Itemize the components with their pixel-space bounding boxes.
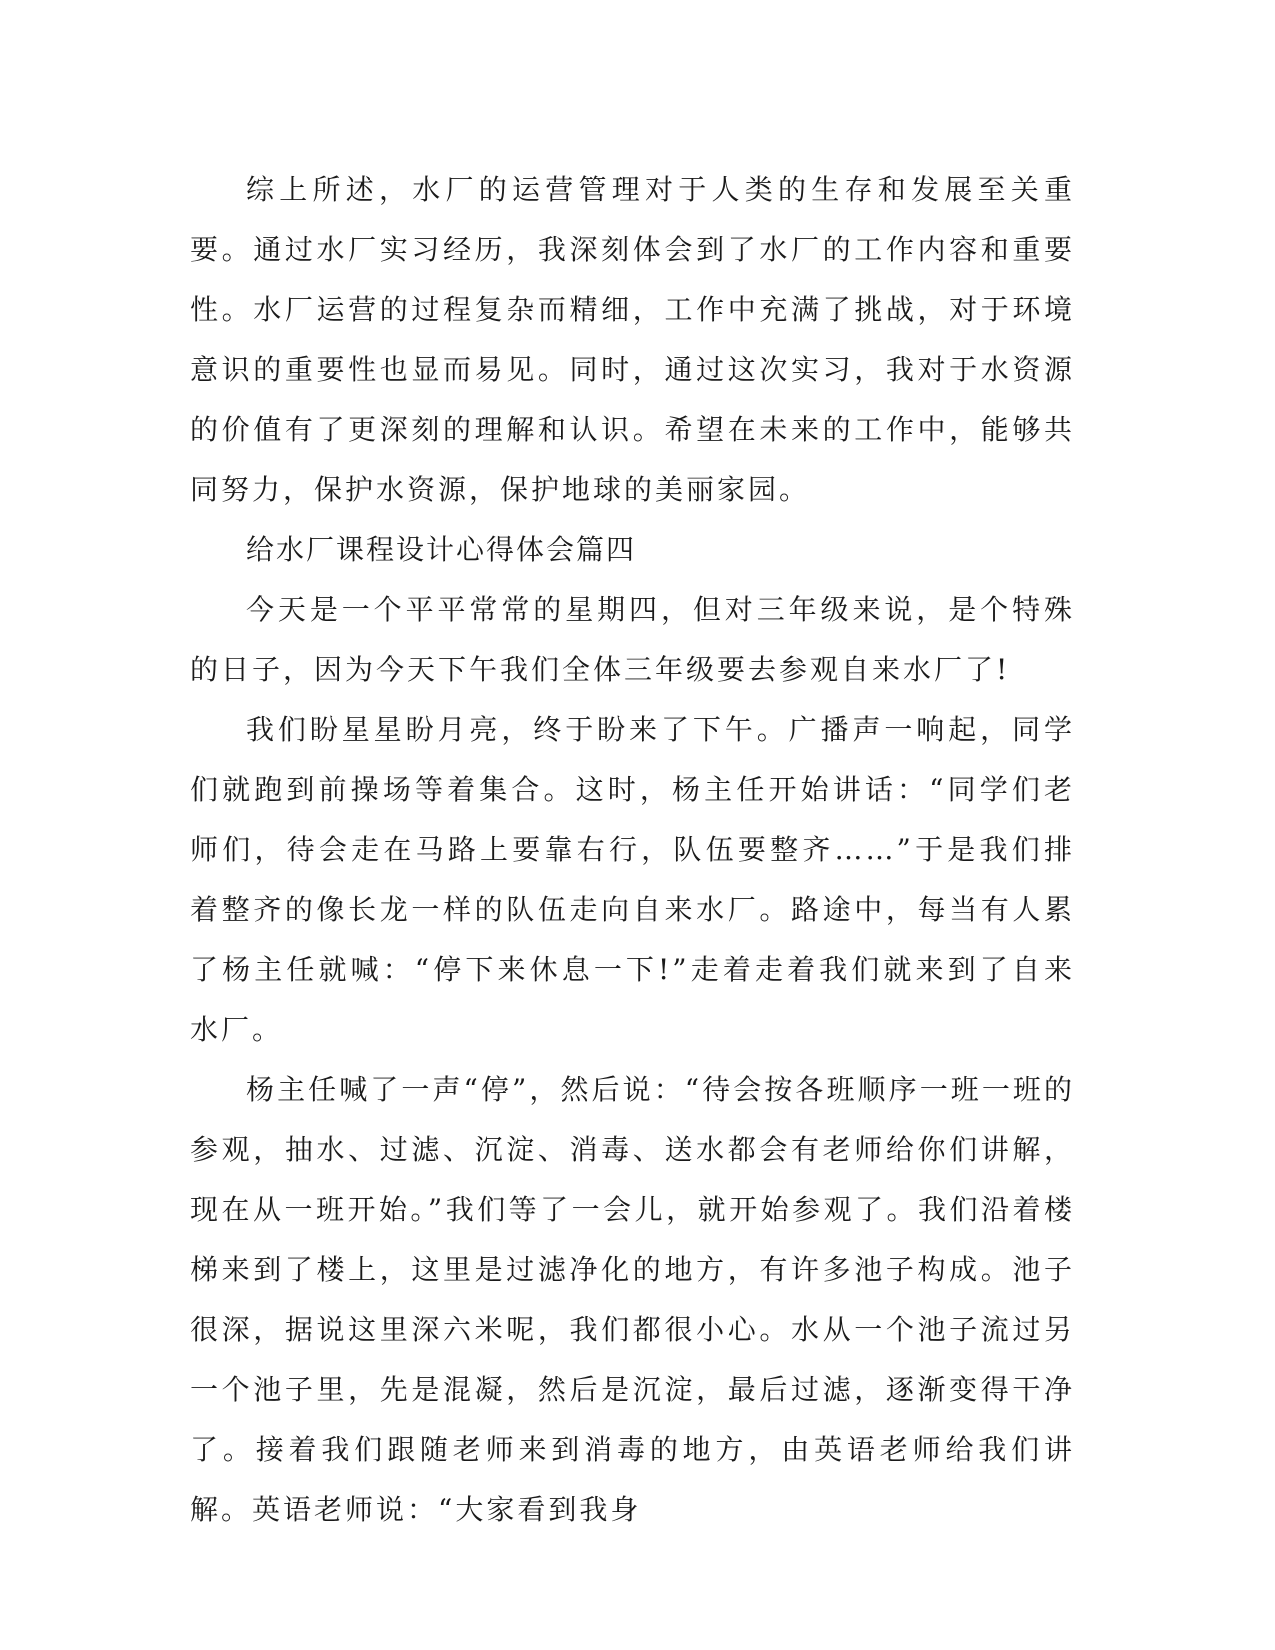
document-body [190,160,1075,1540]
section-heading: 给水厂课程设计心得体会篇四 [246,533,637,566]
paragraph-summary: 综上所述，水厂的运营管理对于人类的生存和发展至关重要。通过水厂实习经历，我深刻体会到了水厂的工作内容和重要性。水厂运营的过程复杂而精细，工作中充满了挑战，对于环境意识的重要性也显而易见。同时，通过这次实习，我对于水资源的价值有了更深刻的理解和认识。希望在未来的工作中，能够共同努力，保护水资源，保护地球的美丽家园。 [190,173,1075,506]
paragraph-visit: 杨主任喊了一声“停”，然后说：“待会按各班顺序一班一班的参观，抽水、过滤、沉淀、消毒、送水都会有老师给你们讲解，现在从一班开始。”我们等了一会儿，就开始参观了。我们沿着楼梯来到了楼上，这里是过滤净化的地方，有许多池子构成。池子很深，据说这里深六米呢，我们都很小心。水从一个池子流过另一个池子里，先是混凝，然后是沉淀，最后过滤，逐渐变得干净了。接着我们跟随老师来到消毒的地方，由英语老师给我们讲解。英语老师说：“大家看到我身 [190,1073,1075,1526]
paragraph-intro: 今天是一个平平常常的星期四，但对三年级来说，是个特殊的日子，因为今天下午我们全体三年级要去参观自来水厂了! [190,593,1075,686]
paragraph-gathering: 我们盼星星盼月亮，终于盼来了下午。广播声一响起，同学们就跑到前操场等着集合。这时，杨主任开始讲话：“同学们老师们，待会走在马路上要靠右行，队伍要整齐……”于是我们排着整齐的像长龙一样的队伍走向自来水厂。路途中，每当有人累了杨主任就喊：“停下来休息一下!”走着走着我们就来到了自来水厂。 [190,713,1075,1046]
